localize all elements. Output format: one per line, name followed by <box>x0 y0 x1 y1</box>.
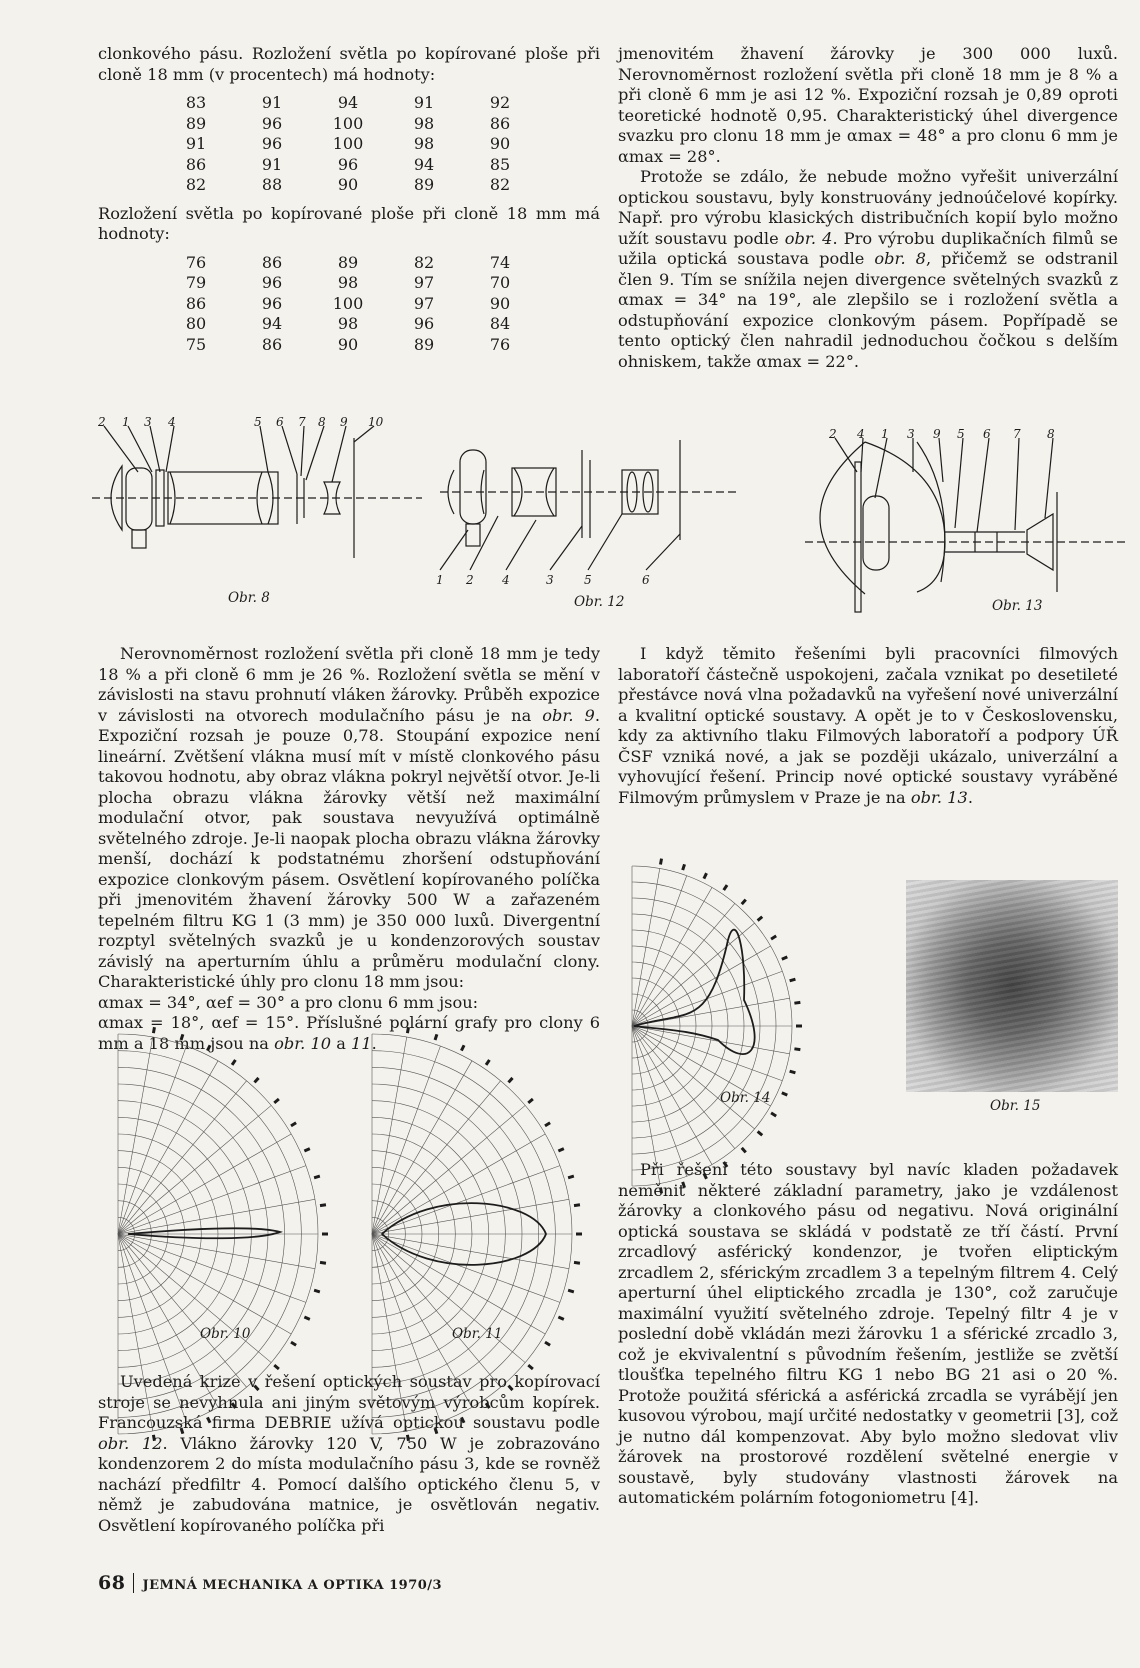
figure-label: 6 <box>642 573 650 587</box>
figure-label: 2 <box>829 427 837 441</box>
table-cell: 96 <box>261 273 283 292</box>
table-cell: 80 <box>185 314 207 333</box>
figure-12-optical-diagram <box>436 430 740 590</box>
table-cell: 97 <box>413 273 435 292</box>
table-cell: 90 <box>489 293 511 313</box>
figure-8-caption: Obr. 8 <box>228 590 270 606</box>
column-2-bottom <box>618 1160 1118 1509</box>
table-row <box>158 314 538 335</box>
paragraph: Rozložení světla po kopírované ploše při cloně 18 mm má hodnoty: <box>98 203 600 243</box>
table-cell: 96 <box>261 113 283 133</box>
table-cell: 86 <box>185 293 207 313</box>
table-cell: 89 <box>413 334 435 354</box>
table-cell: 75 <box>185 334 207 354</box>
column-1-middle <box>98 644 600 1054</box>
table-cell: 91 <box>185 134 207 153</box>
table-cell: 98 <box>337 314 359 333</box>
table-cell: 89 <box>185 113 207 133</box>
table-cell: 82 <box>185 175 207 194</box>
column-2-top <box>618 44 1118 372</box>
table-cell: 98 <box>413 113 435 133</box>
column-1-top <box>98 44 600 363</box>
table-cell: 83 <box>185 93 207 112</box>
light-distribution-table-1 <box>158 93 538 196</box>
figure-14-polar-graph <box>628 880 818 1090</box>
table-cell: 89 <box>413 175 435 194</box>
figure-label: 3 <box>907 427 915 441</box>
figure-11-caption: Obr. 11 <box>452 1326 503 1342</box>
table-cell: 82 <box>413 252 435 272</box>
table-cell: 85 <box>489 154 511 174</box>
table-row <box>158 273 538 294</box>
column-2-middle <box>618 644 1118 808</box>
figure-13-caption: Obr. 13 <box>992 598 1043 614</box>
table-cell: 79 <box>185 273 207 292</box>
light-distribution-table-2 <box>158 253 538 356</box>
table-cell: 100 <box>332 113 364 133</box>
table-cell: 96 <box>413 314 435 333</box>
formula-line: αmax = 34°, αef = 30° a pro clonu 6 mm jsou: <box>98 992 479 1012</box>
table-cell: 94 <box>413 154 435 174</box>
table-cell: 98 <box>413 134 435 153</box>
table-cell: 88 <box>261 175 283 194</box>
table-cell: 96 <box>261 293 283 313</box>
paragraph: Uvedená krize v řešení optických soustav pro kopírovací stroje se nevyhnula ani jiným světovým výrobcům kopírek. Francouzská firma DEBRIE užívá optickou soustavu podle obr. 12. Vlákno žárovky 120 V, 750 W je zobrazováno kondenzorem 2 do místa modulačního pásu 3, kde se rovněž nachází předfiltr 4. Pomocí dalšího optického členu 5, v němž je zabudována matnice, je osvětlován negativ. Osvětlení kopírovaného políčka při <box>98 1372 600 1535</box>
table-cell: 91 <box>413 93 435 112</box>
table-cell: 74 <box>489 252 511 272</box>
table-cell: 90 <box>337 334 359 354</box>
figure-label: 6 <box>983 427 991 441</box>
figure-label: 1 <box>436 573 444 587</box>
paragraph: Nerovnoměrnost rozložení světla při cloně 18 mm je tedy 18 % a při cloně 6 mm je 26 %. Rozložení světla se mění v závislosti na stavu prohnutí vláken žárovky. Průběh expozice v závislosti na otvorech modulačního pásu je na obr. 9. Expoziční rozsah je pouze 0,78. Stoupání expozice není lineární. Zvětšení vlákna musí mít v místě clonkového pásu takovou hodnotu, aby obraz vlákna pokryl největší otvor. Je-li plocha obrazu vlákna žárovky větší než maximální modulační otvor, pak soustava nevyužívá optimálně světelného zdroje. Je-li naopak plocha obrazu vlákna žárovky menší, dochází k podstatnému zhoršení odstupňování expozice clonkovým pásem. Osvětlení kopírovaného políčka při jmenovitém žhavení žárovky 500 W a zařazeném tepelném filtru KG 1 (3 mm) je 350 000 luxů. Divergentní rozptyl světelných svazků je u kondenzorových soustav závislý na aperturním úhlu a průměru modulační clony. Charakteristické úhly pro clonu 18 mm jsou: <box>98 644 600 991</box>
figure-label: 5 <box>957 427 965 441</box>
table-cell: 89 <box>337 252 359 272</box>
table-cell: 82 <box>489 175 511 194</box>
table-cell: 96 <box>261 134 283 153</box>
table-cell: 94 <box>261 314 283 333</box>
figure-8-optical-diagram <box>92 415 422 578</box>
figure-label: 8 <box>1047 427 1055 441</box>
table-cell: 86 <box>261 334 283 354</box>
table-cell: 98 <box>337 273 359 292</box>
paragraph: Protože se zdálo, že nebude možno vyřešit univerzální optickou soustavu, byly konstruovány jednoúčelové kopírky. Např. pro výrobu klasických distribučních kopií bylo možno užít soustavu podle obr. 4. Pro výrobu duplikačních filmů se užila optická soustava podle obr. 8, přičemž se odstranil člen 9. Tím se snížila nejen divergence světelných svazků z αmax = 34° na 19°, ale zlepšilo se i rozložení světla a odstupňování expozice clonkovým pásem. Popřípadě se tento optický člen nahradil jednoduchou čočkou s delším ohniskem, takže αmax = 22°. <box>618 167 1119 371</box>
table-cell: 91 <box>261 93 283 112</box>
figure-13-optical-diagram <box>805 427 1125 592</box>
table-row <box>158 93 538 114</box>
table-row <box>158 294 538 315</box>
table-row <box>158 335 538 356</box>
figure-label: 9 <box>340 415 348 429</box>
figure-label: 4 <box>168 415 176 429</box>
figure-label: 9 <box>933 427 941 441</box>
table-row <box>158 175 538 196</box>
table-row <box>158 155 538 176</box>
figure-label: 4 <box>857 427 865 441</box>
table-cell: 96 <box>337 154 359 174</box>
figure-label: 7 <box>298 415 306 429</box>
figure-15-photo <box>906 880 1118 1092</box>
page-number: 68 <box>98 1572 126 1594</box>
figure-label: 2 <box>466 573 474 587</box>
figure-label: 2 <box>98 415 106 429</box>
table-cell: 70 <box>489 273 511 292</box>
table-cell: 100 <box>332 293 364 313</box>
figure-10-polar-graph <box>108 1128 348 1328</box>
table-cell: 86 <box>261 252 283 272</box>
paragraph: I když těmito řešeními byli pracovníci filmových laboratoří částečně uspokojeni, začala vznikat po desetileté přestávce nová vlna požadavků na vyřešení nové univerzální a kvalitní optické soustavy. A opět je to v Československu, kdy za aktivního tlaku Filmových laboratoří a podpory ÚŘ ČSF vzniká nové, a jak se později ukázalo, univerzální a vyhovující řešení. Princip nové optické soustavy vyráběné Filmovým průmyslem v Praze je na obr. 13. <box>618 644 1118 807</box>
figure-label: 5 <box>254 415 262 429</box>
paragraph: jmenovitém žhavení žárovky je 300 000 luxů. Nerovnoměrnost rozložení světla při cloně 18 mm je 8 % a při cloně 6 mm je asi 12 %. Expoziční rozsah je 0,89 oproti teoretické hodnotě 0,95. Charakteristický úhel divergence svazku pro clonu 18 mm je αmax = 48° a pro clonu 6 mm je αmax = 28°. <box>618 44 1118 166</box>
figure-label: 10 <box>368 415 384 429</box>
table-cell: 86 <box>489 113 511 133</box>
table-cell: 92 <box>489 93 511 112</box>
figure-label: 7 <box>1013 427 1021 441</box>
formula-line: αmax = 18°, αef = 15°. Příslušné polární grafy pro clony 6 mm a 18 mm jsou na obr. 10 a 11. <box>98 1013 600 1053</box>
figure-14-caption: Obr. 14 <box>720 1090 771 1106</box>
table-cell: 86 <box>185 154 207 174</box>
figure-label: 1 <box>122 415 130 429</box>
table-cell: 84 <box>489 314 511 333</box>
journal-name: JEMNÁ MECHANIKA A OPTIKA 1970/3 <box>142 1578 443 1593</box>
paragraph: clonkového pásu. Rozložení světla po kopírované ploše při cloně 18 mm (v procentech) má hodnoty: <box>98 44 600 84</box>
page-footer <box>98 1572 442 1594</box>
table-cell: 76 <box>185 252 207 272</box>
figure-15-caption: Obr. 15 <box>990 1098 1041 1114</box>
table-cell: 94 <box>337 93 359 112</box>
figure-label: 5 <box>584 573 592 587</box>
figure-label: 1 <box>881 427 889 441</box>
figure-label: 6 <box>276 415 284 429</box>
table-cell: 91 <box>261 154 283 174</box>
figure-10-caption: Obr. 10 <box>200 1326 251 1342</box>
table-cell: 90 <box>489 134 511 153</box>
table-cell: 90 <box>337 175 359 194</box>
table-cell: 97 <box>413 293 435 313</box>
table-cell: 76 <box>489 334 511 354</box>
table-row <box>158 134 538 155</box>
paragraph: Při řešení této soustavy byl navíc kladen požadavek neměnit některé základní parametry, jako je vzdálenost žárovky a clonkového pásu od negativu. Nová originální optická soustava se skládá v podstatě ze tří částí. První zrcadlový asférický kondenzor, je tvořen eliptickým zrcadlem 2, sférickým zrcadlem 3 a tepelným filtrem 4. Celý aperturní úhel eliptického zrcadla je 130°, což zaručuje maximální využití světelného zdroje. Tepelný filtr 4 je v poslední době vkládán mezi žárovku 1 a sférické zrcadlo 3, což je ekvivalentní s původním řešením, jestliže se zvětší tloušťka tepelného filtru KG 1 nebo BG 21 asi o 20 %. Protože použitá sférická a asférická zrcadla se vyrábějí jen kusovou výrobou, mají určité nedostatky v geometrii [3], což je nutno dál kompenzovat. Aby bylo možno sledovat vliv žárovek na prostorové rozdělení světelné energie v soustavě, byly studovány vlastnosti žárovek na automatickém polárním fotogoniometru [4]. <box>618 1160 1118 1507</box>
table-row <box>158 253 538 274</box>
figure-label: 3 <box>144 415 152 429</box>
figure-label: 3 <box>546 573 554 587</box>
table-cell: 100 <box>332 134 364 153</box>
figure-11-polar-graph <box>362 1128 602 1328</box>
figure-label: 4 <box>502 573 510 587</box>
table-row <box>158 114 538 135</box>
figure-12-caption: Obr. 12 <box>574 594 625 610</box>
column-1-bottom <box>98 1372 600 1536</box>
figure-label: 8 <box>318 415 326 429</box>
